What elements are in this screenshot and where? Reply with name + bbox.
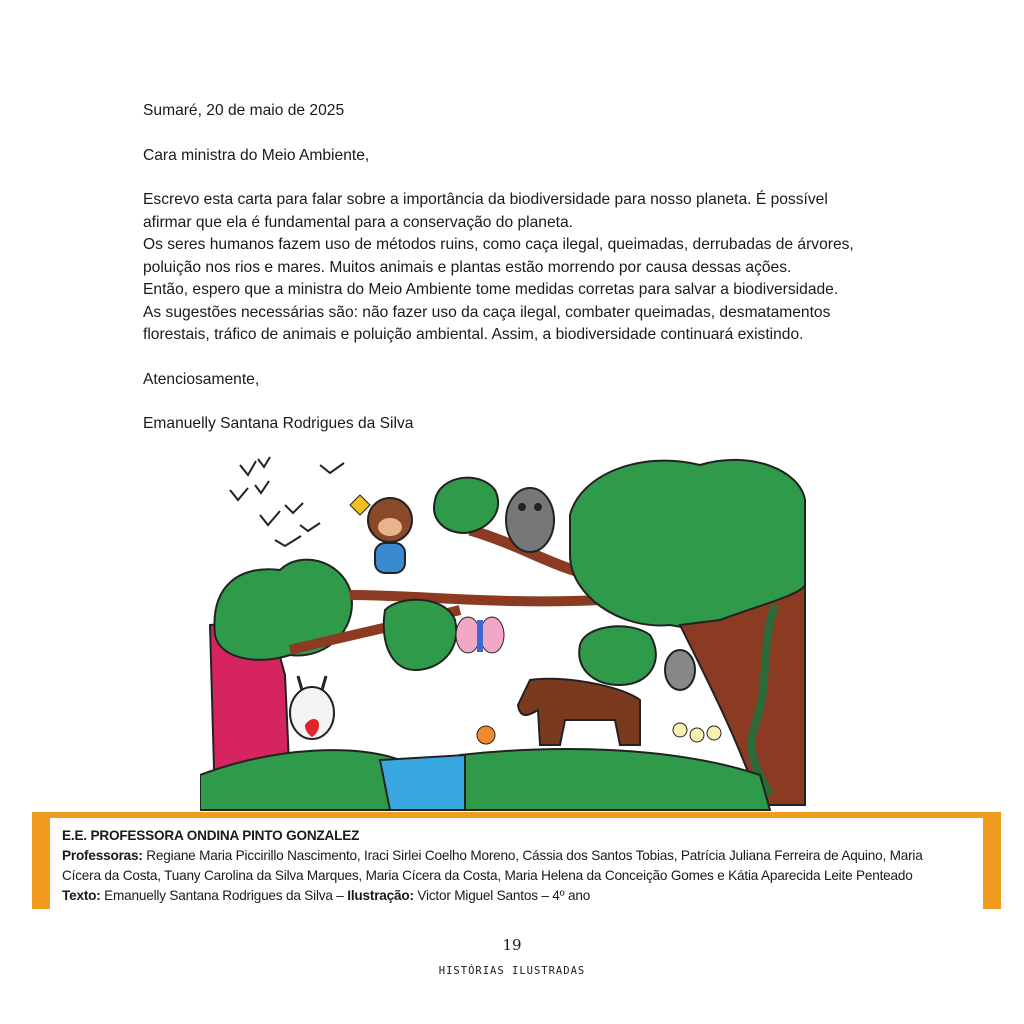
river [380, 755, 465, 810]
body-line: florestais, tráfico de animais e poluição ambiental. Assim, a biodiversidade continuará existindo. [143, 326, 804, 343]
text-label: Texto: [62, 888, 101, 903]
greeting: Cara ministra do Meio Ambiente, [143, 146, 370, 164]
book-title: HISTÓRIAS ILUSTRADAS [438, 965, 586, 977]
body-line: As sugestões necessárias são: não fazer uso da caça ilegal, combater queimadas, desmatamentos [143, 303, 831, 321]
illustrator: Victor Miguel Santos – 4º ano [413, 888, 591, 903]
owl-icon [665, 650, 695, 690]
illustration-label: Ilustração: [347, 888, 414, 903]
forest-scene-drawing [200, 445, 830, 815]
body-line: Os seres humanos fazem uso de métodos ruins, como caça ilegal, queimadas, derrubadas de árvores, [143, 236, 854, 253]
middle-bush [384, 600, 457, 670]
horse-icon [518, 679, 640, 745]
letter [143, 100, 903, 436]
body-line: afirmar que ela é fundamental para a conservação do planeta. [143, 213, 573, 231]
teachers-label: Professoras: [62, 848, 143, 863]
right-bush [579, 626, 656, 685]
teachers-line-2: Cícera da Costa, Tuany Carolina da Silva Marques, Maria Cícera da Costa, Maria Helena da Conceição Gomes e Kátia Aparecida Leite Penteado [62, 868, 913, 883]
branch [350, 595, 600, 601]
birds-icon [230, 457, 344, 546]
small-tree-canopy [434, 478, 498, 533]
signature: Emanuelly Santana Rodrigues da Silva [143, 415, 414, 432]
teachers-names: Regiane Maria Piccirillo Nascimento, Iraci Sirlei Coelho Moreno, Cássia dos Santos Tobias, Patrícia Juliana Ferreira de Aquino, Maria [142, 848, 923, 863]
owl-icon [506, 488, 554, 552]
text-author: Emanuelly Santana Rodrigues da Silva – [100, 888, 348, 903]
credits-box [32, 812, 1001, 909]
ground-grass [460, 749, 770, 810]
closing: Atenciosamente, [143, 370, 260, 388]
rabbit-icon [290, 676, 334, 739]
teachers-line [62, 846, 971, 866]
school-name: E.E. PROFESSORA ONDINA PINTO GONZALEZ [62, 828, 360, 843]
page-number: 19 [502, 936, 522, 954]
flowers-icon [477, 723, 721, 744]
monkey-icon [350, 495, 412, 573]
authors-line [62, 886, 971, 906]
body-line: Escrevo esta carta para falar sobre a importância da biodiversidade para nosso planeta. É possível [143, 191, 828, 208]
body-line: Então, espero que a ministra do Meio Ambiente tome medidas corretas para salvar a biodiversidade. [143, 281, 839, 298]
butterfly-icon [456, 617, 504, 653]
child-drawing-illustration [200, 445, 830, 815]
date-line: Sumaré, 20 de maio de 2025 [143, 102, 345, 119]
body-line: poluição nos rios e mares. Muitos animais e plantas estão morrendo por causa dessas ações. [143, 258, 792, 276]
